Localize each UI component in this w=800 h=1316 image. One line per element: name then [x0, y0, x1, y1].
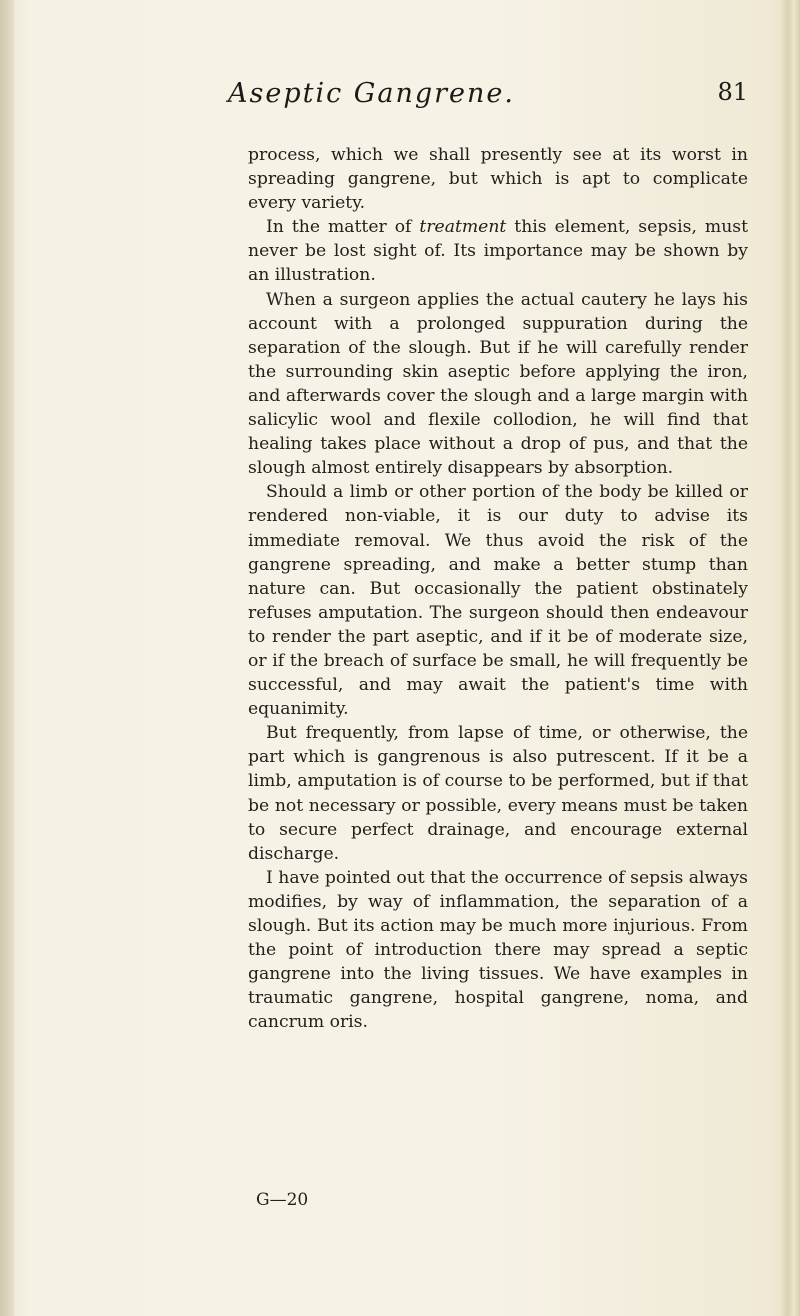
body-text [248, 143, 748, 1034]
paragraph [248, 288, 748, 481]
paragraph [248, 480, 748, 721]
page-header [228, 78, 748, 118]
signature-mark: G—20 [256, 1190, 309, 1210]
paragraph-text: When a surgeon applies the actual cautery he lays his account with a prolonged suppuration during the separation of the slough. But if he will carefully render the surrounding skin aseptic before applying the iron, and afterwards cover the slough and a large margin with salicylic wool and flexile collodion, he will find that healing takes place without a drop of pus, and that the slough almost entirely disappears by absorption. [248, 289, 748, 479]
running-title: Aseptic Gangrene. [228, 78, 515, 109]
page-edge-binding [778, 0, 800, 1316]
paragraph [248, 866, 748, 1035]
paragraph-text: I have pointed out that the occurrence of sepsis always modifies, by way of inflammation, the separation of a slough. But its action may be much more injurious. From the point of introduction there may spread a septic gangrene into the living tissues. We have examples in traumatic gangrene, hospital gangrene, noma, and cancrum oris. [248, 867, 748, 1033]
paragraph-text: this element, sepsis, must never be lost sight of. Its importance may be shown by an illustration. [248, 217, 748, 286]
paragraph [248, 143, 748, 215]
paragraph-text: But frequently, from lapse of time, or otherwise, the part which is gangrenous is also putrescent. If it be a limb, amputation is of course to be performed, but if that be not necessary or possible, every means must be taken to secure perfect drainage, and encourage external discharge. [248, 723, 748, 864]
paragraph [248, 721, 748, 866]
paragraph-text: Should a limb or other portion of the body be killed or rendered non-viable, it is our duty to advise its immediate removal. We thus avoid the risk of the gangrene spreading, and make a better stump than nature can. But occasionally the patient obstinately refuses amputation. The surgeon should then endeavour to render the part aseptic, and if it be of moderate size, or if the breach of surface be small, he will frequently be successful, and may await the patient's time with equanimity. [248, 482, 748, 720]
page-number: 81 [717, 78, 748, 106]
page-gutter-shadow [0, 0, 14, 1316]
paragraph-text: process, which we shall presently see at its worst in spreading gangrene, but which is apt to complicate every variety. [248, 145, 748, 214]
paragraph-text: In the matter of [266, 217, 420, 238]
emphasis-text: treatment [419, 217, 507, 238]
paragraph [248, 215, 748, 287]
